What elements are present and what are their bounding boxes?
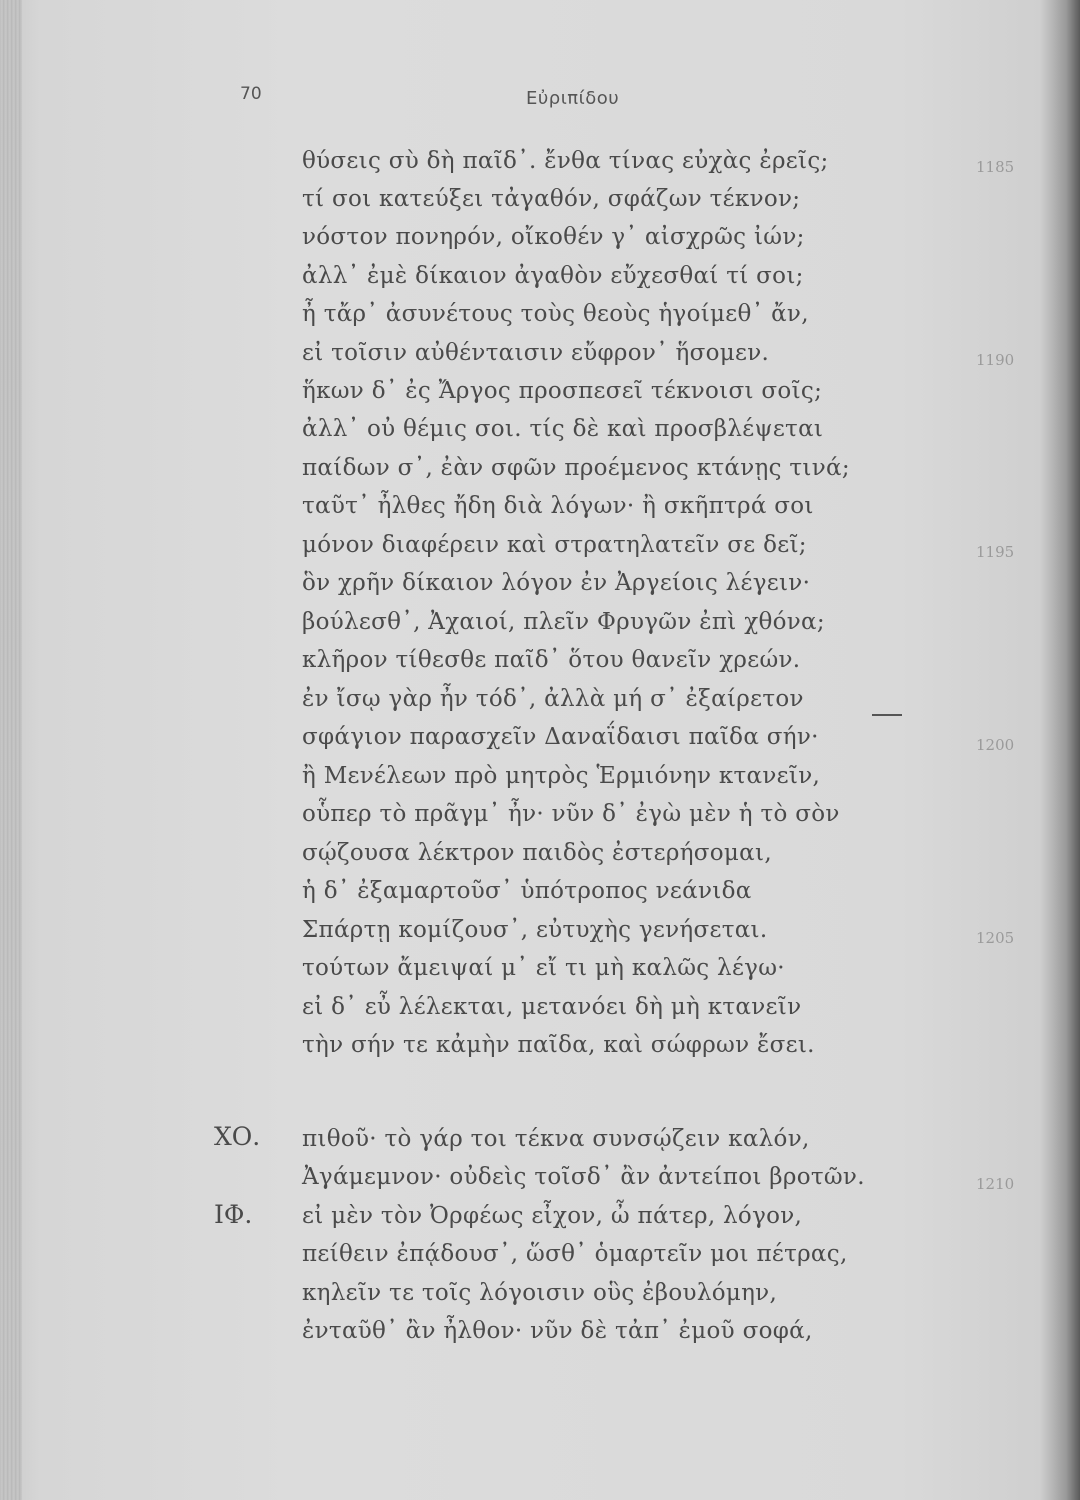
verse-line: ἡ δ᾽ ἐξαμαρτοῦσ᾽ ὑπότροπος νεάνιδα xyxy=(302,878,752,904)
verse-line: ἢ Μενέλεων πρὸ μητρὸς Ἑρμιόνην κτανεῖν, xyxy=(302,763,821,789)
line-number: 1210 xyxy=(976,1175,1015,1193)
verse-line: θύσεις σὺ δὴ παῖδ᾽. ἔνθα τίνας εὐχὰς ἐρεῖς; xyxy=(302,148,829,174)
verse-line: νόστον πονηρόν, οἴκοθέν γ᾽ αἰσχρῶς ἰών; xyxy=(302,224,805,250)
line-number: 1195 xyxy=(976,543,1015,561)
verse-line: ἀλλ᾽ οὐ θέμις σοι. τίς δὲ καὶ προσβλέψεται xyxy=(302,416,824,442)
verse-line: ἦ τἄρ᾽ ἀσυνέτους τοὺς θεοὺς ἡγοίμεθ᾽ ἄν, xyxy=(302,301,809,327)
verse-line: εἰ μὲν τὸν Ὀρφέως εἶχον, ὦ πάτερ, λόγον, xyxy=(302,1203,803,1229)
verse-line: εἰ δ᾽ εὖ λέλεκται, μετανόει δὴ μὴ κτανεῖν xyxy=(302,994,802,1020)
verse-line: ἥκων δ᾽ ἐς Ἄργος προσπεσεῖ τέκνοισι σοῖς; xyxy=(302,378,823,404)
line-number: 1200 xyxy=(976,736,1015,754)
verse-line: τούτων ἄμειψαί μ᾽ εἴ τι μὴ καλῶς λέγω· xyxy=(302,955,785,981)
verse-line: εἰ τοῖσιν αὐθένταισιν εὔφρον᾽ ἥσομεν. xyxy=(302,340,770,366)
line-number: 1185 xyxy=(976,158,1015,176)
verse-line: σφάγιον παρασχεῖν Δαναΐδαισι παῖδα σήν· xyxy=(302,724,819,750)
line-number: 1205 xyxy=(976,929,1015,947)
page-edge xyxy=(0,0,22,1500)
verse-line: κλῆρον τίθεσθε παῖδ᾽ ὅτου θανεῖν χρεών. xyxy=(302,647,801,673)
speaker-label: ΧΟ. xyxy=(214,1122,261,1151)
verse-line: βούλεσθ᾽, Ἀχαιοί, πλεῖν Φρυγῶν ἐπὶ χθόνα; xyxy=(302,609,825,635)
speaker-label: ΙΦ. xyxy=(214,1200,253,1229)
running-title: Εὐριπίδου xyxy=(526,88,620,109)
verse-line: ἐνταῦθ᾽ ἂν ἦλθον· νῦν δὲ τἀπ᾽ ἐμοῦ σοφά, xyxy=(302,1318,813,1344)
verse-line: ὃν χρῆν δίκαιον λόγον ἐν Ἀργείοις λέγειν· xyxy=(302,570,811,596)
verse-line: οὗπερ τὸ πρᾶγμ᾽ ἦν· νῦν δ᾽ ἐγὼ μὲν ἡ τὸ σὸν xyxy=(302,801,840,827)
verse-line: μόνον διαφέρειν καὶ στρατηλατεῖν σε δεῖ; xyxy=(302,532,807,558)
verse-line: τί σοι κατεύξει τἀγαθόν, σφάζων τέκνον; xyxy=(302,186,801,212)
verse-line: κηλεῖν τε τοῖς λόγοισιν οὓς ἐβουλόμην, xyxy=(302,1280,778,1306)
verse-line: πιθοῦ· τὸ γάρ τοι τέκνα συνσῴζειν καλόν, xyxy=(302,1126,810,1152)
verse-line: Ἀγάμεμνον· οὐδεὶς τοῖσδ᾽ ἂν ἀντείποι βροτῶν. xyxy=(302,1164,865,1190)
verse-line: σῴζουσα λέκτρον παιδὸς ἐστερήσομαι, xyxy=(302,840,772,866)
verse-line: Σπάρτῃ κομίζουσ᾽, εὐτυχὴς γενήσεται. xyxy=(302,917,768,943)
verse-line: ταῦτ᾽ ἦλθες ἤδη διὰ λόγων· ἢ σκῆπτρά σοι xyxy=(302,493,814,519)
margin-dash xyxy=(872,714,902,716)
line-number: 1190 xyxy=(976,351,1015,369)
page-number: 70 xyxy=(240,84,262,104)
verse-line: παίδων σ᾽, ἐὰν σφῶν προέμενος κτάνῃς τινά; xyxy=(302,455,850,481)
verse-line: τὴν σήν τε κἀμὴν παῖδα, καὶ σώφρων ἔσει. xyxy=(302,1032,815,1058)
verse-line: ἀλλ᾽ ἐμὲ δίκαιον ἀγαθὸν εὔχεσθαί τί σοι; xyxy=(302,263,804,289)
verse-line: πείθειν ἐπᾴδουσ᾽, ὥσθ᾽ ὁμαρτεῖν μοι πέτρας, xyxy=(302,1241,848,1267)
verse-line: ἐν ἴσῳ γὰρ ἦν τόδ᾽, ἀλλὰ μή σ᾽ ἐξαίρετον xyxy=(302,686,804,712)
